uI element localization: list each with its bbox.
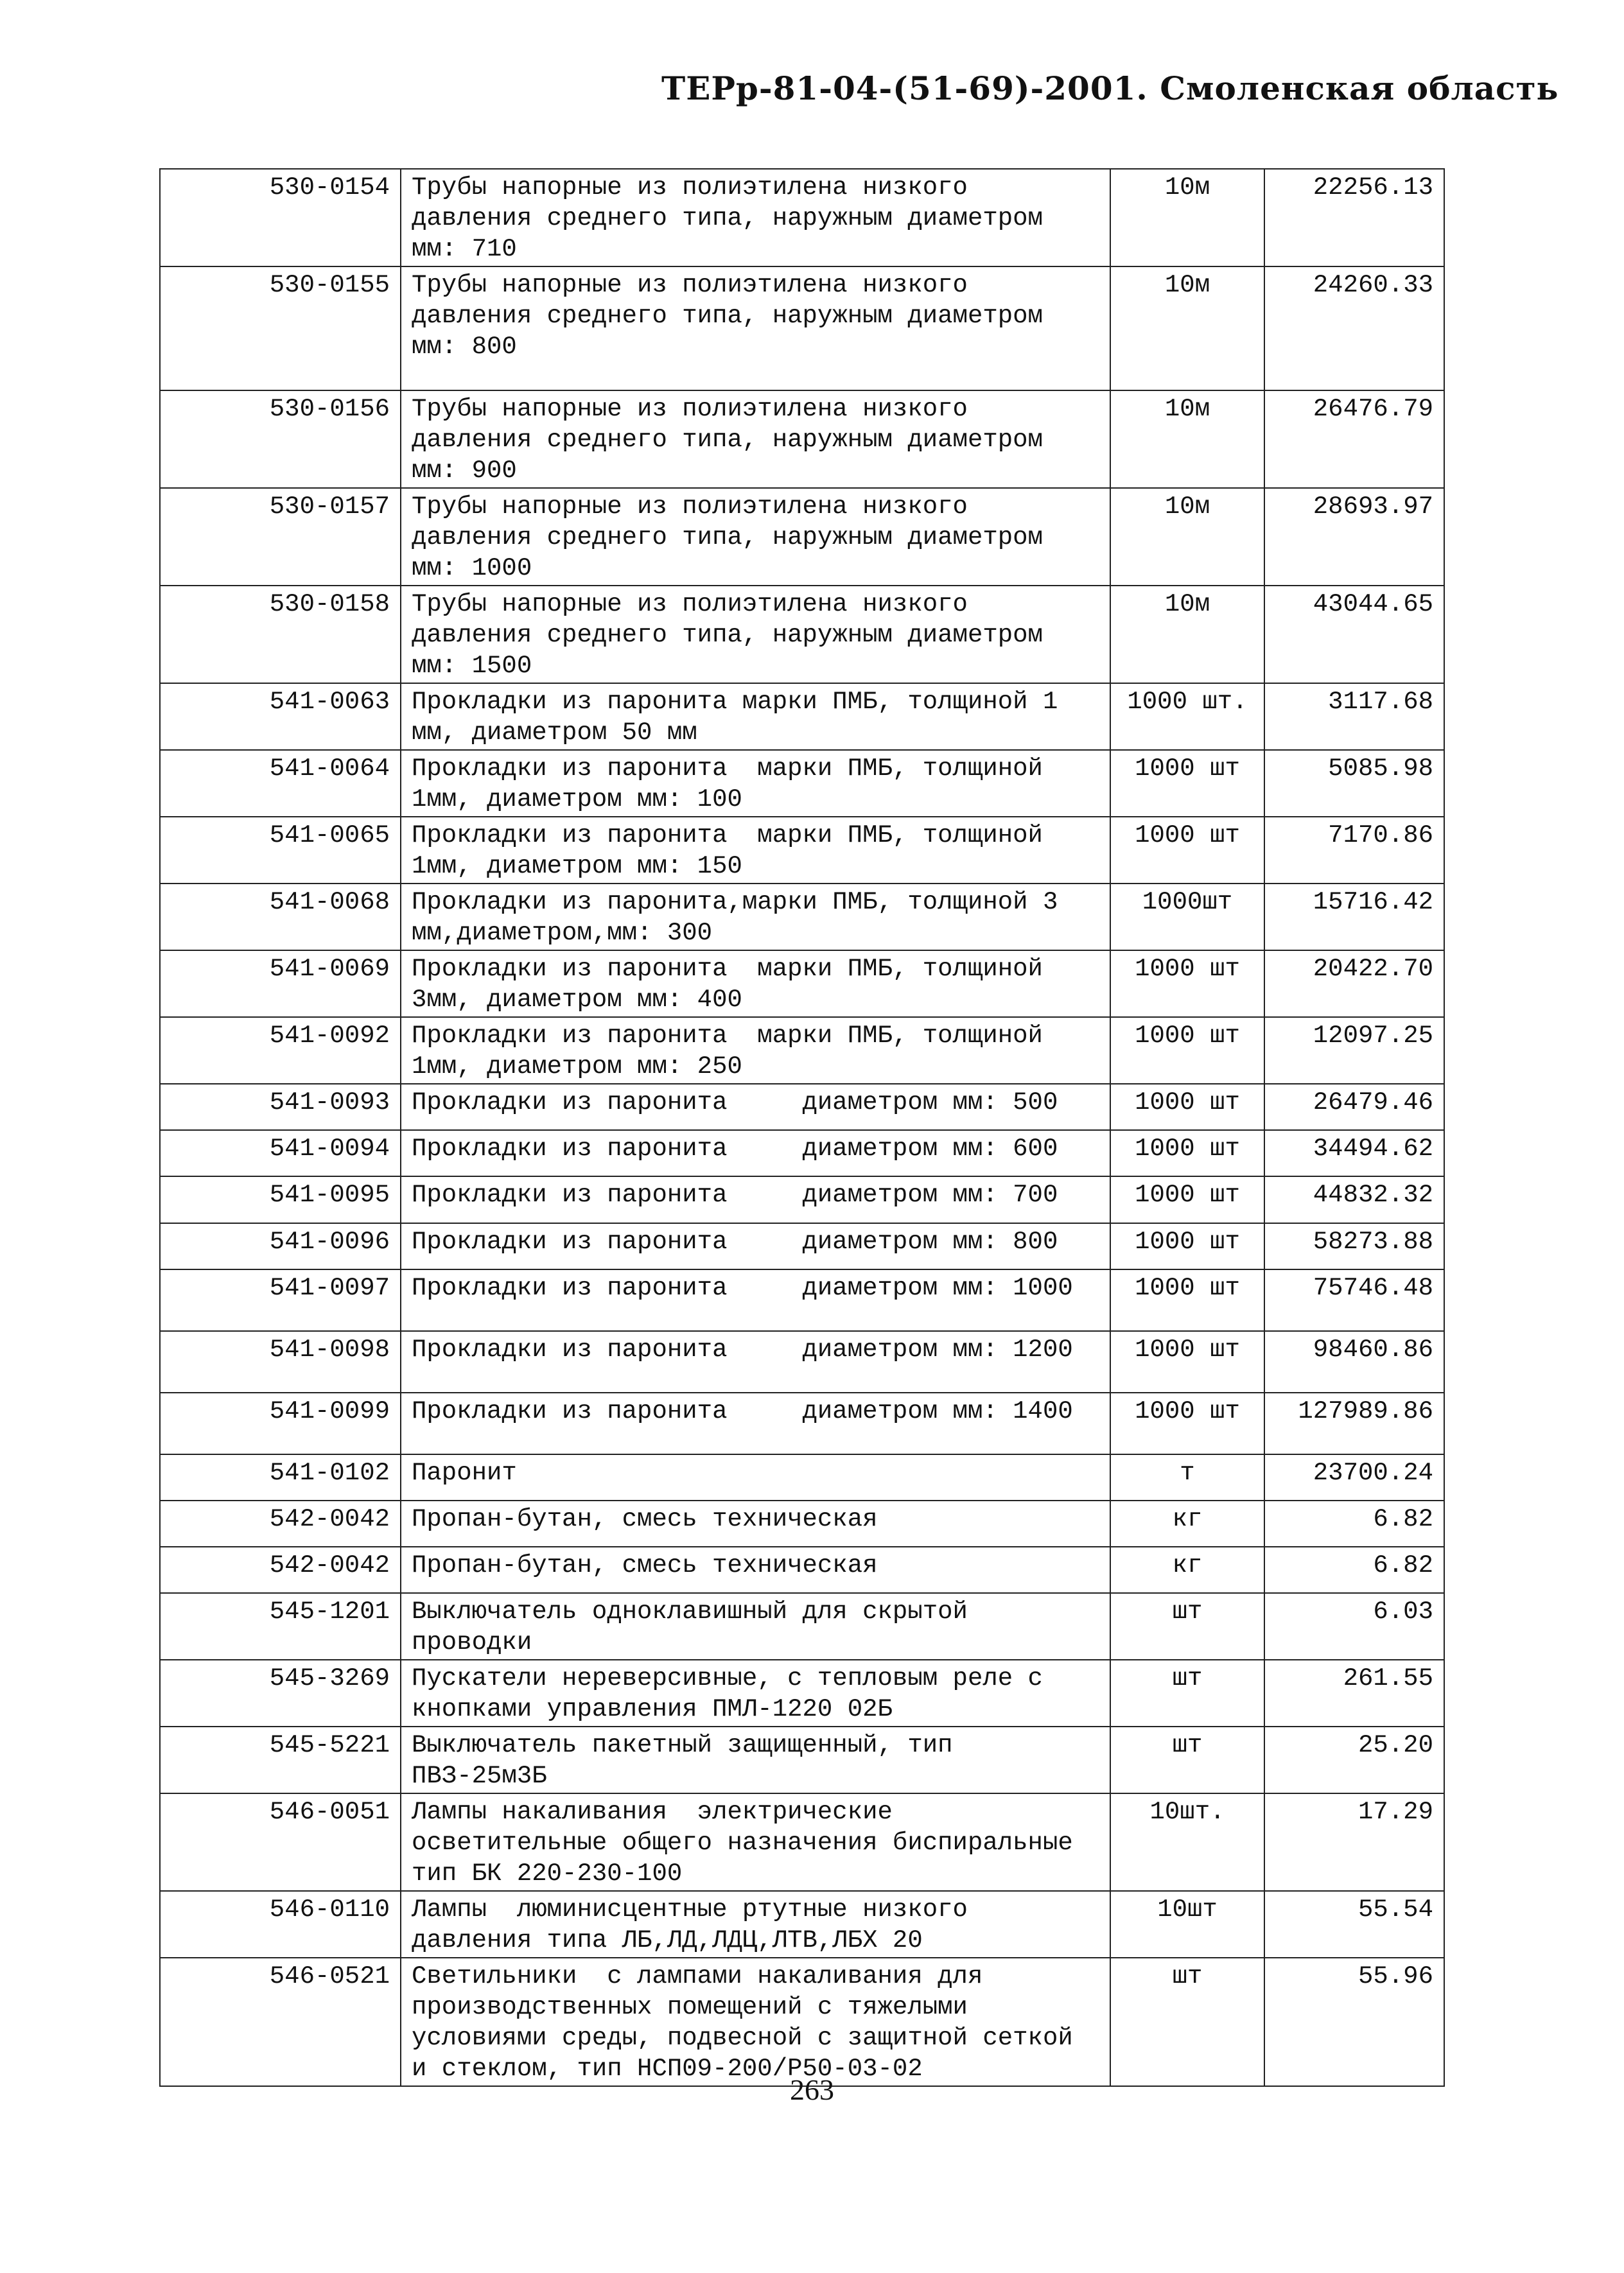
unit-of-measure: 1000 шт bbox=[1110, 1331, 1264, 1393]
resource-code: 546-0051 bbox=[160, 1793, 401, 1891]
table-row bbox=[160, 1017, 1444, 1084]
resource-code: 546-0110 bbox=[160, 1891, 401, 1958]
price-table-body bbox=[160, 169, 1444, 2086]
resource-code: 541-0096 bbox=[160, 1223, 401, 1269]
table-row bbox=[160, 1793, 1444, 1891]
unit-price: 22256.13 bbox=[1264, 169, 1444, 266]
table-row bbox=[160, 586, 1444, 683]
unit-price: 261.55 bbox=[1264, 1660, 1444, 1727]
table-row bbox=[160, 950, 1444, 1017]
unit-price: 15716.42 bbox=[1264, 884, 1444, 950]
resource-name: Светильники с лампами накаливания для производственных помещений с тяжелыми условиями среды, подвесной с защитной сеткой и стеклом, тип НСП09-200/Р50-03-02 bbox=[401, 1958, 1110, 2086]
resource-name: Лампы люминисцентные ртутные низкого давления типа ЛБ,ЛД,ЛДЦ,ЛТВ,ЛБХ 20 bbox=[401, 1891, 1110, 1958]
unit-price: 58273.88 bbox=[1264, 1223, 1444, 1269]
resource-name: Прокладки из паронита марки ПМБ, толщиной 3мм, диаметром мм: 400 bbox=[401, 950, 1110, 1017]
unit-of-measure: 10м bbox=[1110, 586, 1264, 683]
price-table bbox=[159, 168, 1445, 2087]
resource-name: Трубы напорные из полиэтилена низкого давления среднего типа, наружным диаметром мм: 1000 bbox=[401, 488, 1110, 586]
unit-of-measure: 10шт bbox=[1110, 1891, 1264, 1958]
resource-code: 541-0093 bbox=[160, 1084, 401, 1130]
unit-price: 7170.86 bbox=[1264, 817, 1444, 884]
unit-of-measure: 10м bbox=[1110, 488, 1264, 586]
unit-price: 6.03 bbox=[1264, 1593, 1444, 1660]
unit-of-measure: 10м bbox=[1110, 169, 1264, 266]
unit-price: 12097.25 bbox=[1264, 1017, 1444, 1084]
unit-of-measure: 10м bbox=[1110, 266, 1264, 390]
resource-code: 541-0092 bbox=[160, 1017, 401, 1084]
resource-name: Прокладки из паронита марки ПМБ, толщиной 1мм, диаметром мм: 100 bbox=[401, 750, 1110, 817]
table-row bbox=[160, 1660, 1444, 1727]
table-row bbox=[160, 169, 1444, 266]
unit-price: 17.29 bbox=[1264, 1793, 1444, 1891]
unit-of-measure: 1000 шт bbox=[1110, 1269, 1264, 1331]
resource-name: Прокладки из паронита диаметром мм: 1000 bbox=[401, 1269, 1110, 1331]
unit-of-measure: кг bbox=[1110, 1501, 1264, 1547]
table-row bbox=[160, 1501, 1444, 1547]
unit-price: 3117.68 bbox=[1264, 683, 1444, 750]
unit-price: 75746.48 bbox=[1264, 1269, 1444, 1331]
resource-code: 541-0094 bbox=[160, 1130, 401, 1176]
resource-name: Пускатели нереверсивные, с тепловым реле с кнопками управления ПМЛ-1220 02Б bbox=[401, 1660, 1110, 1727]
resource-name: Прокладки из паронита диаметром мм: 1400 bbox=[401, 1393, 1110, 1454]
unit-of-measure: 10шт. bbox=[1110, 1793, 1264, 1891]
resource-name: Трубы напорные из полиэтилена низкого давления среднего типа, наружным диаметром мм: 710 bbox=[401, 169, 1110, 266]
resource-code: 541-0068 bbox=[160, 884, 401, 950]
resource-name: Пропан-бутан, смесь техническая bbox=[401, 1547, 1110, 1593]
resource-code: 530-0154 bbox=[160, 169, 401, 266]
unit-price: 44832.32 bbox=[1264, 1176, 1444, 1223]
table-row bbox=[160, 1593, 1444, 1660]
resource-code: 542-0042 bbox=[160, 1547, 401, 1593]
unit-of-measure: 1000 шт bbox=[1110, 1017, 1264, 1084]
table-row bbox=[160, 1223, 1444, 1269]
table-row bbox=[160, 683, 1444, 750]
table-row bbox=[160, 1547, 1444, 1593]
resource-code: 530-0156 bbox=[160, 390, 401, 488]
unit-price: 23700.24 bbox=[1264, 1454, 1444, 1501]
unit-of-measure: шт bbox=[1110, 1727, 1264, 1793]
table-row bbox=[160, 817, 1444, 884]
resource-name: Прокладки из паронита марки ПМБ, толщиной 1мм, диаметром мм: 250 bbox=[401, 1017, 1110, 1084]
unit-price: 25.20 bbox=[1264, 1727, 1444, 1793]
unit-price: 127989.86 bbox=[1264, 1393, 1444, 1454]
unit-price: 26476.79 bbox=[1264, 390, 1444, 488]
table-row bbox=[160, 1727, 1444, 1793]
resource-code: 541-0098 bbox=[160, 1331, 401, 1393]
resource-name: Пропан-бутан, смесь техническая bbox=[401, 1501, 1110, 1547]
resource-code: 530-0155 bbox=[160, 266, 401, 390]
unit-of-measure: 1000 шт bbox=[1110, 1223, 1264, 1269]
unit-price: 28693.97 bbox=[1264, 488, 1444, 586]
unit-price: 34494.62 bbox=[1264, 1130, 1444, 1176]
unit-price: 24260.33 bbox=[1264, 266, 1444, 390]
table-row bbox=[160, 1958, 1444, 2086]
unit-of-measure: кг bbox=[1110, 1547, 1264, 1593]
unit-of-measure: 1000 шт bbox=[1110, 1176, 1264, 1223]
table-row bbox=[160, 488, 1444, 586]
table-row bbox=[160, 1331, 1444, 1393]
resource-name: Трубы напорные из полиэтилена низкого давления среднего типа, наружным диаметром мм: 800 bbox=[401, 266, 1110, 390]
unit-of-measure: 1000шт bbox=[1110, 884, 1264, 950]
table-row bbox=[160, 1393, 1444, 1454]
unit-price: 20422.70 bbox=[1264, 950, 1444, 1017]
unit-price: 55.54 bbox=[1264, 1891, 1444, 1958]
unit-price: 6.82 bbox=[1264, 1547, 1444, 1593]
resource-code: 541-0102 bbox=[160, 1454, 401, 1501]
resource-code: 541-0097 bbox=[160, 1269, 401, 1331]
unit-price: 26479.46 bbox=[1264, 1084, 1444, 1130]
unit-of-measure: 1000 шт bbox=[1110, 950, 1264, 1017]
table-row bbox=[160, 1454, 1444, 1501]
resource-code: 545-5221 bbox=[160, 1727, 401, 1793]
resource-name: Прокладки из паронита диаметром мм: 500 bbox=[401, 1084, 1110, 1130]
resource-name: Прокладки из паронита диаметром мм: 700 bbox=[401, 1176, 1110, 1223]
table-row bbox=[160, 1891, 1444, 1958]
resource-code: 541-0069 bbox=[160, 950, 401, 1017]
unit-price: 6.82 bbox=[1264, 1501, 1444, 1547]
table-row bbox=[160, 884, 1444, 950]
unit-of-measure: т bbox=[1110, 1454, 1264, 1501]
table-row bbox=[160, 1176, 1444, 1223]
unit-of-measure: 10м bbox=[1110, 390, 1264, 488]
resource-code: 541-0064 bbox=[160, 750, 401, 817]
table-row bbox=[160, 750, 1444, 817]
table-row bbox=[160, 390, 1444, 488]
table-row bbox=[160, 1269, 1444, 1331]
unit-of-measure: 1000 шт bbox=[1110, 1393, 1264, 1454]
resource-name: Лампы накаливания электрические осветительные общего назначения биспиральные тип БК 220-230-100 bbox=[401, 1793, 1110, 1891]
resource-name: Трубы напорные из полиэтилена низкого давления среднего типа, наружным диаметром мм: 900 bbox=[401, 390, 1110, 488]
unit-price: 98460.86 bbox=[1264, 1331, 1444, 1393]
resource-name: Прокладки из паронита,марки ПМБ, толщиной 3 мм,диаметром,мм: 300 bbox=[401, 884, 1110, 950]
table-row bbox=[160, 1084, 1444, 1130]
resource-code: 546-0521 bbox=[160, 1958, 401, 2086]
table-row bbox=[160, 266, 1444, 390]
table-row bbox=[160, 1130, 1444, 1176]
resource-code: 530-0158 bbox=[160, 586, 401, 683]
resource-code: 545-1201 bbox=[160, 1593, 401, 1660]
resource-code: 541-0065 bbox=[160, 817, 401, 884]
page-header-title: ТЕРр-81-04-(51-69)-2001. Смоленская область bbox=[661, 69, 1559, 107]
resource-code: 545-3269 bbox=[160, 1660, 401, 1727]
resource-name: Прокладки из паронита диаметром мм: 1200 bbox=[401, 1331, 1110, 1393]
unit-price: 5085.98 bbox=[1264, 750, 1444, 817]
unit-of-measure: 1000 шт bbox=[1110, 1084, 1264, 1130]
resource-name: Выключатель одноклавишный для скрытой проводки bbox=[401, 1593, 1110, 1660]
unit-of-measure: шт bbox=[1110, 1593, 1264, 1660]
unit-of-measure: 1000 шт bbox=[1110, 750, 1264, 817]
unit-of-measure: шт bbox=[1110, 1958, 1264, 2086]
unit-price: 43044.65 bbox=[1264, 586, 1444, 683]
resource-name: Паронит bbox=[401, 1454, 1110, 1501]
resource-code: 530-0157 bbox=[160, 488, 401, 586]
unit-price: 55.96 bbox=[1264, 1958, 1444, 2086]
resource-name: Прокладки из паронита марки ПМБ, толщиной 1 мм, диаметром 50 мм bbox=[401, 683, 1110, 750]
unit-of-measure: 1000 шт bbox=[1110, 817, 1264, 884]
resource-code: 542-0042 bbox=[160, 1501, 401, 1547]
resource-name: Трубы напорные из полиэтилена низкого давления среднего типа, наружным диаметром мм: 1500 bbox=[401, 586, 1110, 683]
resource-name: Выключатель пакетный защищенный, тип ПВЗ-25м3Б bbox=[401, 1727, 1110, 1793]
unit-of-measure: 1000 шт. bbox=[1110, 683, 1264, 750]
resource-code: 541-0099 bbox=[160, 1393, 401, 1454]
resource-name: Прокладки из паронита марки ПМБ, толщиной 1мм, диаметром мм: 150 bbox=[401, 817, 1110, 884]
unit-of-measure: 1000 шт bbox=[1110, 1130, 1264, 1176]
resource-code: 541-0095 bbox=[160, 1176, 401, 1223]
page-number: 263 bbox=[790, 2073, 834, 2106]
resource-name: Прокладки из паронита диаметром мм: 800 bbox=[401, 1223, 1110, 1269]
unit-of-measure: шт bbox=[1110, 1660, 1264, 1727]
resource-code: 541-0063 bbox=[160, 683, 401, 750]
resource-name: Прокладки из паронита диаметром мм: 600 bbox=[401, 1130, 1110, 1176]
